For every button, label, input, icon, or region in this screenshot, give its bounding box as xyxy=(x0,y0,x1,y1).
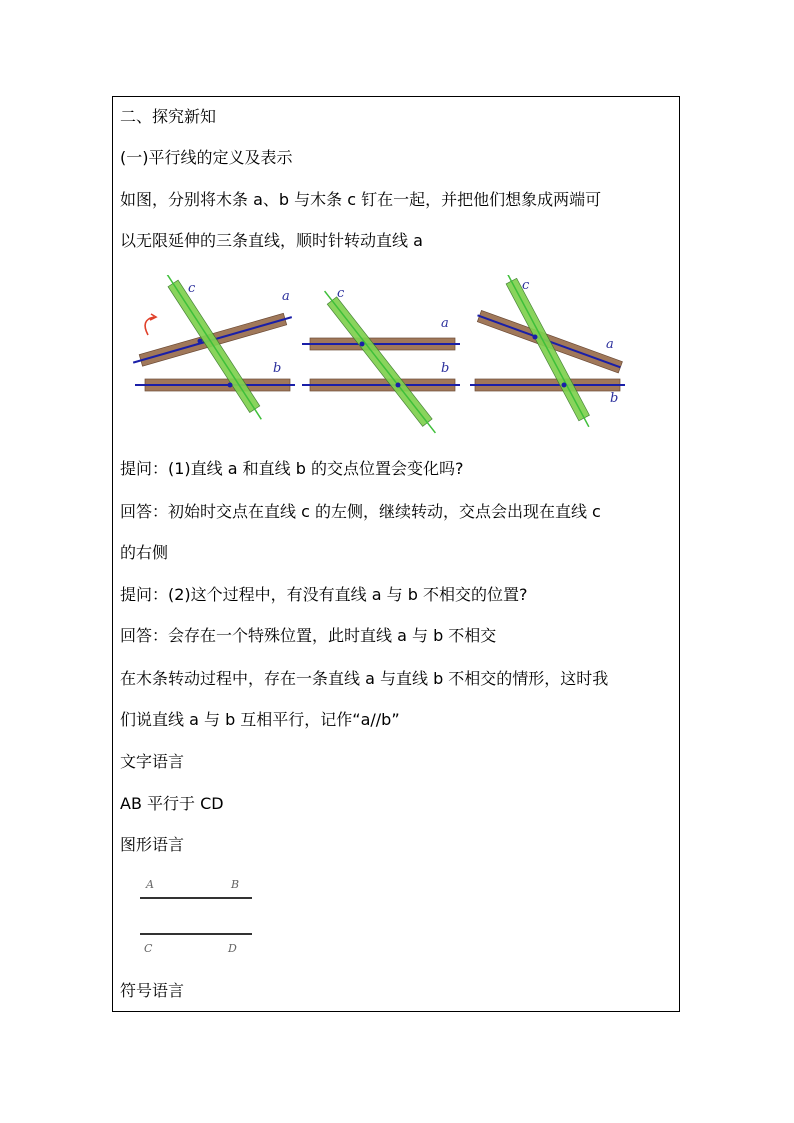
fig3-label-b: b xyxy=(610,391,619,406)
graphic-language-label: 图形语言 xyxy=(120,835,185,854)
figure-1 xyxy=(132,275,295,423)
symbol-language-label: 符号语言 xyxy=(120,981,185,1000)
label-B: B xyxy=(231,878,240,891)
fig1-label-a: a xyxy=(282,289,290,304)
intro-text-line-1: 如图，分别将木条 a、b 与木条 c 钉在一起，并把他们想象成两端可 xyxy=(120,190,602,209)
figure-2 xyxy=(302,286,460,435)
fig3-label-a: a xyxy=(606,337,614,352)
definition-line-2: 们说直线 a 与 b 互相平行，记作“a//b” xyxy=(120,710,400,729)
definition-line-1: 在木条转动过程中，存在一条直线 a 与直线 b 不相交的情形，这时我 xyxy=(120,669,609,688)
answer-1-line-1: 回答：初始时交点在直线 c 的左侧，继续转动，交点会出现在直线 c xyxy=(120,502,601,521)
label-C: C xyxy=(144,942,153,955)
fig2-label-a: a xyxy=(441,316,449,331)
question-1: 提问：(1)直线 a 和直线 b 的交点位置会变化吗? xyxy=(120,459,464,478)
answer-1-line-2: 的右侧 xyxy=(120,543,169,562)
subsection-heading: (一)平行线的定义及表示 xyxy=(120,148,293,167)
fig3-label-c: c xyxy=(522,278,530,293)
label-D: D xyxy=(228,942,237,955)
ab-parallel-cd-text: AB 平行于 CD xyxy=(120,794,224,813)
intro-text-line-2: 以无限延伸的三条直线，顺时针转动直线 a xyxy=(120,231,423,250)
fig1-label-b: b xyxy=(273,361,282,376)
figure-3 xyxy=(470,275,625,430)
rotating-lines-figure xyxy=(130,275,630,435)
fig1-label-c: c xyxy=(188,281,196,296)
label-A: A xyxy=(146,878,154,891)
text-language-label: 文字语言 xyxy=(120,752,185,771)
section-heading: 二、探究新知 xyxy=(120,107,217,126)
fig2-label-b: b xyxy=(441,361,450,376)
question-2: 提问：(2)这个过程中，有没有直线 a 与 b 不相交的位置? xyxy=(120,585,528,604)
answer-2: 回答：会存在一个特殊位置，此时直线 a 与 b 不相交 xyxy=(120,626,497,645)
parallel-lines-graphic xyxy=(130,870,270,960)
fig2-label-c: c xyxy=(337,286,345,301)
